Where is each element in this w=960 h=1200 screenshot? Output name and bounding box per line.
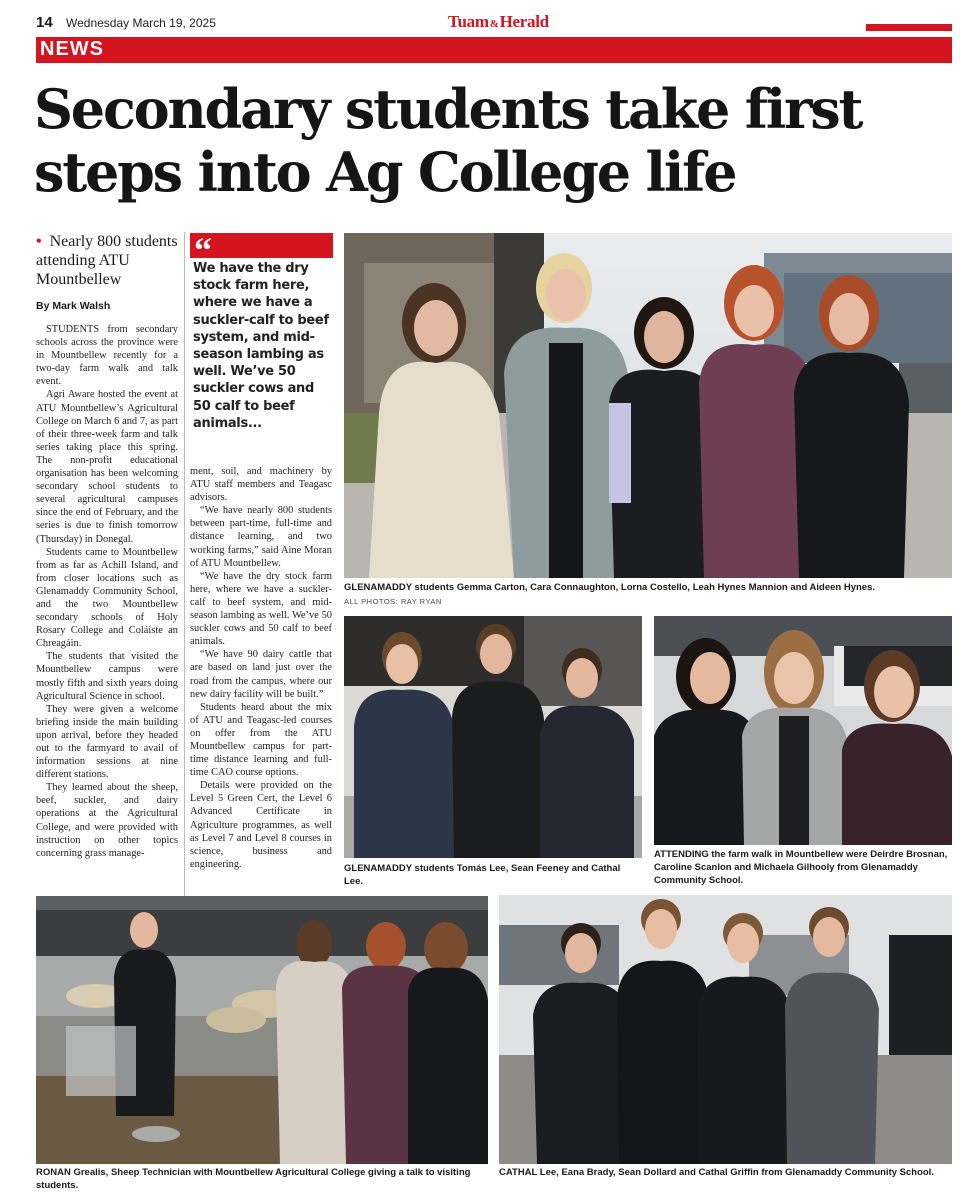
- header-red-tag: [866, 24, 952, 31]
- masthead-word-right: Herald: [499, 12, 549, 31]
- article-column-2: [190, 465, 332, 895]
- kicker-text: Nearly 800 students attending ATU Mountbellew: [36, 233, 178, 288]
- photo-three-girls: [654, 616, 952, 845]
- paragraph: They were given a welcome briefing inside the main building upon arrival, before they headed out to the farmyard to avail of information sessions at nine different stations.: [36, 703, 178, 781]
- caption-three-boys: GLENAMADDY students Tomás Lee, Sean Feeney and Cathal Lee.: [344, 863, 621, 887]
- page-header: [36, 10, 952, 36]
- paragraph: STUDENTS from secondary schools across the province were in Mountbellew recently for a two-day farm walk and talk event.: [36, 324, 178, 388]
- section-label: NEWS: [40, 38, 104, 60]
- photo-five-girls: [344, 233, 952, 578]
- caption-sheep-shed: RONAN Grealis, Sheep Technician with Mountbellew Agricultural College giving a talk to visiting students.: [36, 1167, 471, 1191]
- caption-three-girls: ATTENDING the farm walk in Mountbellew were Deirdre Brosnan, Caroline Scanlon and Michaela Gilhooly from Glenamaddy Community School.: [654, 849, 948, 886]
- bullet-icon: •: [36, 233, 42, 250]
- pull-quote: We have the dry stock farm here, where we have a suckler-calf to beef system, and mid-season lambing as well. We’ve 50 suckler cows and 50 calf to beef animals...: [193, 261, 329, 431]
- photo-three-boys: [344, 616, 642, 858]
- quote-mark-icon: “: [194, 230, 212, 270]
- caption-four-boys: CATHAL Lee, Eana Brady, Sean Dollard and Cathal Griffin from Glenamaddy Community School.: [499, 1167, 934, 1178]
- paragraph: “We have nearly 800 students between part-time, full-time and distance learning, and two working farms,” said Aine Moran of ATU Mountbellew.: [190, 505, 332, 569]
- kicker: [36, 232, 180, 289]
- paragraph: Details were provided on the Level 5 Green Cert, the Level 6 Advanced Certificate in Agriculture programmes, as well as Level 7 and Level 8 courses in science, business and engineering.: [190, 780, 332, 870]
- byline: By Mark Walsh: [36, 300, 111, 312]
- paragraph: They learned about the sheep, beef, suckler, and dairy operations at the Agricultural College, and were provided with instruction on other topics concerning grass manage-: [36, 782, 178, 859]
- photo-credit: ALL PHOTOS: RAY RYAN: [344, 597, 442, 606]
- paragraph: Agri Aware hosted the event at ATU Mountbellew’s Agricultural College on March 6 and 7, as part of their three-week farm and talk series taking place this spring. The non-profit educational organisation has been welcoming secondary school students to several agricultural campuses since the end of February, and the series is due to finish tomorrow (Thursday) in Donegal.: [36, 389, 178, 545]
- section-bar: [36, 37, 952, 63]
- masthead-ampersand: &: [489, 18, 499, 30]
- masthead-logo: [448, 12, 549, 32]
- column-divider: [184, 232, 185, 897]
- photo-sheep-shed: [36, 896, 488, 1164]
- pull-quote-bar: [190, 230, 333, 270]
- paragraph: Students came to Mountbellew from as far as Achill Island, and from closer locations such as Glenamaddy Community School, and the two Mountbellew secondary schools of Holy Rosary College and Coláiste an Chreagáin.: [36, 546, 178, 650]
- paragraph: Students heard about the mix of ATU and Teagasc-led courses on offer from the ATU Mountbellew campus for part-time distance learning and full-time CAO course options.: [190, 701, 332, 779]
- paragraph: The students that visited the Mountbellew campus were mostly fifth and sixth years doing Agricultural Science in school.: [36, 651, 178, 702]
- caption-five-girls: GLENAMADDY students Gemma Carton, Cara Connaughton, Lorna Costello, Leah Hynes Mannion and Aideen Hynes.: [344, 582, 876, 593]
- headline: Secondary students take first steps into Ag College life: [34, 77, 862, 204]
- paragraph: “We have 90 dairy cattle that are based on land just over the road from the campus, where our new dairy facility will be built.”: [190, 649, 332, 700]
- photo-four-boys: [499, 895, 952, 1164]
- masthead-word-left: Tuam: [448, 12, 489, 31]
- paragraph: ment, soil, and machinery by ATU staff members and Teagasc advisors.: [190, 466, 332, 504]
- page-number: 14: [36, 14, 53, 31]
- paragraph: “We have the dry stock farm here, where we have a suckler-calf to beef system, and mid-season lambing as well. We’ve 50 suckler cows and 50 calf to beef animals.: [190, 570, 332, 648]
- article-column-1: [36, 323, 178, 895]
- issue-date: Wednesday March 19, 2025: [66, 16, 216, 30]
